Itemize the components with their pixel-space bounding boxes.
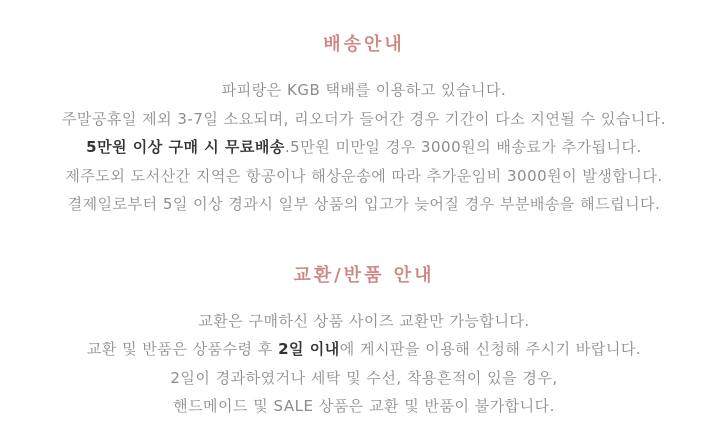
exchange-deadline-bold: 2일 이내 bbox=[278, 340, 340, 358]
exchange-line-size-only: 교환은 구매하신 상품 사이즈 교환만 가능합니다. bbox=[198, 311, 530, 330]
shipping-line-partial-delivery: 결제일로부터 5일 이상 경과시 일부 상품의 입고가 늦어질 경우 부분배송을 해드립니다. bbox=[67, 195, 661, 213]
shipping-fee-text: .5만원 미만일 경우 3000원의 배송료가 추가됩니다. bbox=[284, 138, 642, 156]
exchange-line-exclusions: 핸드메이드 및 SALE 상품은 교환 및 반품이 불가합니다. bbox=[173, 397, 555, 415]
exchange-line-conditions: 2일이 경과하였거나 세탁 및 수선, 착용흔적이 있을 경우, bbox=[170, 368, 558, 387]
free-shipping-threshold-bold: 5만원 이상 구매 시 무료배송 bbox=[86, 138, 285, 156]
exchange-return-section bbox=[0, 265, 728, 421]
exchange-section-title: 교환/반품 안내 bbox=[293, 264, 435, 286]
shipping-line-island-surcharge: 제주도외 도서산간 지역은 항공이나 해상운송에 따라 추가운임비 3000원이 발생합니다. bbox=[65, 166, 663, 185]
exchange-deadline-pre: 교환 및 반품은 상품수령 후 bbox=[86, 340, 279, 358]
shipping-info-section bbox=[0, 34, 728, 219]
exchange-line-deadline bbox=[0, 335, 728, 364]
shipping-line-free-shipping bbox=[0, 133, 728, 162]
shipping-section-title: 배송안내 bbox=[323, 34, 405, 55]
shipping-line-duration: 주말공휴일 제외 3-7일 소요되며, 리오더가 들어간 경우 기간이 다소 지연될 수 있습니다. bbox=[61, 109, 667, 128]
shipping-line-courier: 파피랑은 KGB 택배를 이용하고 있습니다. bbox=[221, 81, 507, 99]
exchange-deadline-post: 에 게시판을 이용해 신청해 주시기 바랍니다. bbox=[339, 340, 642, 358]
